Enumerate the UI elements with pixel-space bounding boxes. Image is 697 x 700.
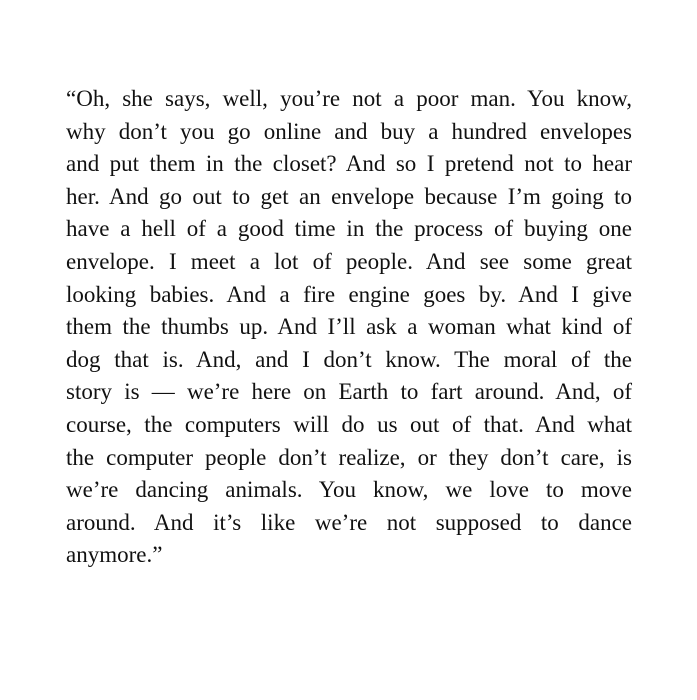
quote-line: her. And go out to get an envelope because I’m going to <box>66 183 632 209</box>
quote-line: course, the computers will do us out of that. And what <box>66 411 632 437</box>
quote-line: them the thumbs up. And I’ll ask a woman what kind of <box>66 314 632 340</box>
quote-line: have a hell of a good time in the process of buying one <box>66 216 632 242</box>
quote-line: story is — we’re here on Earth to fart around. And, of <box>66 379 632 405</box>
quote-line: looking babies. And a fire engine goes by. And I give <box>66 281 632 307</box>
quote-line: why don’t you go online and buy a hundred envelopes <box>66 118 632 144</box>
quote-line: around. And it’s like we’re not supposed to dance <box>66 509 632 535</box>
quote-text <box>66 83 632 572</box>
quote-line: dog that is. And, and I don’t know. The moral of the <box>66 346 632 372</box>
quote-line: we’re dancing animals. You know, we love to move <box>66 477 632 503</box>
quote-line: and put them in the closet? And so I pretend not to hear <box>66 151 632 177</box>
quote-line: “Oh, she says, well, you’re not a poor man. You know, <box>66 86 632 111</box>
quote-line: the computer people don’t realize, or they don’t care, is <box>66 444 632 470</box>
quote-line: anymore.” <box>66 542 163 568</box>
quote-line: envelope. I meet a lot of people. And see some great <box>66 248 632 274</box>
